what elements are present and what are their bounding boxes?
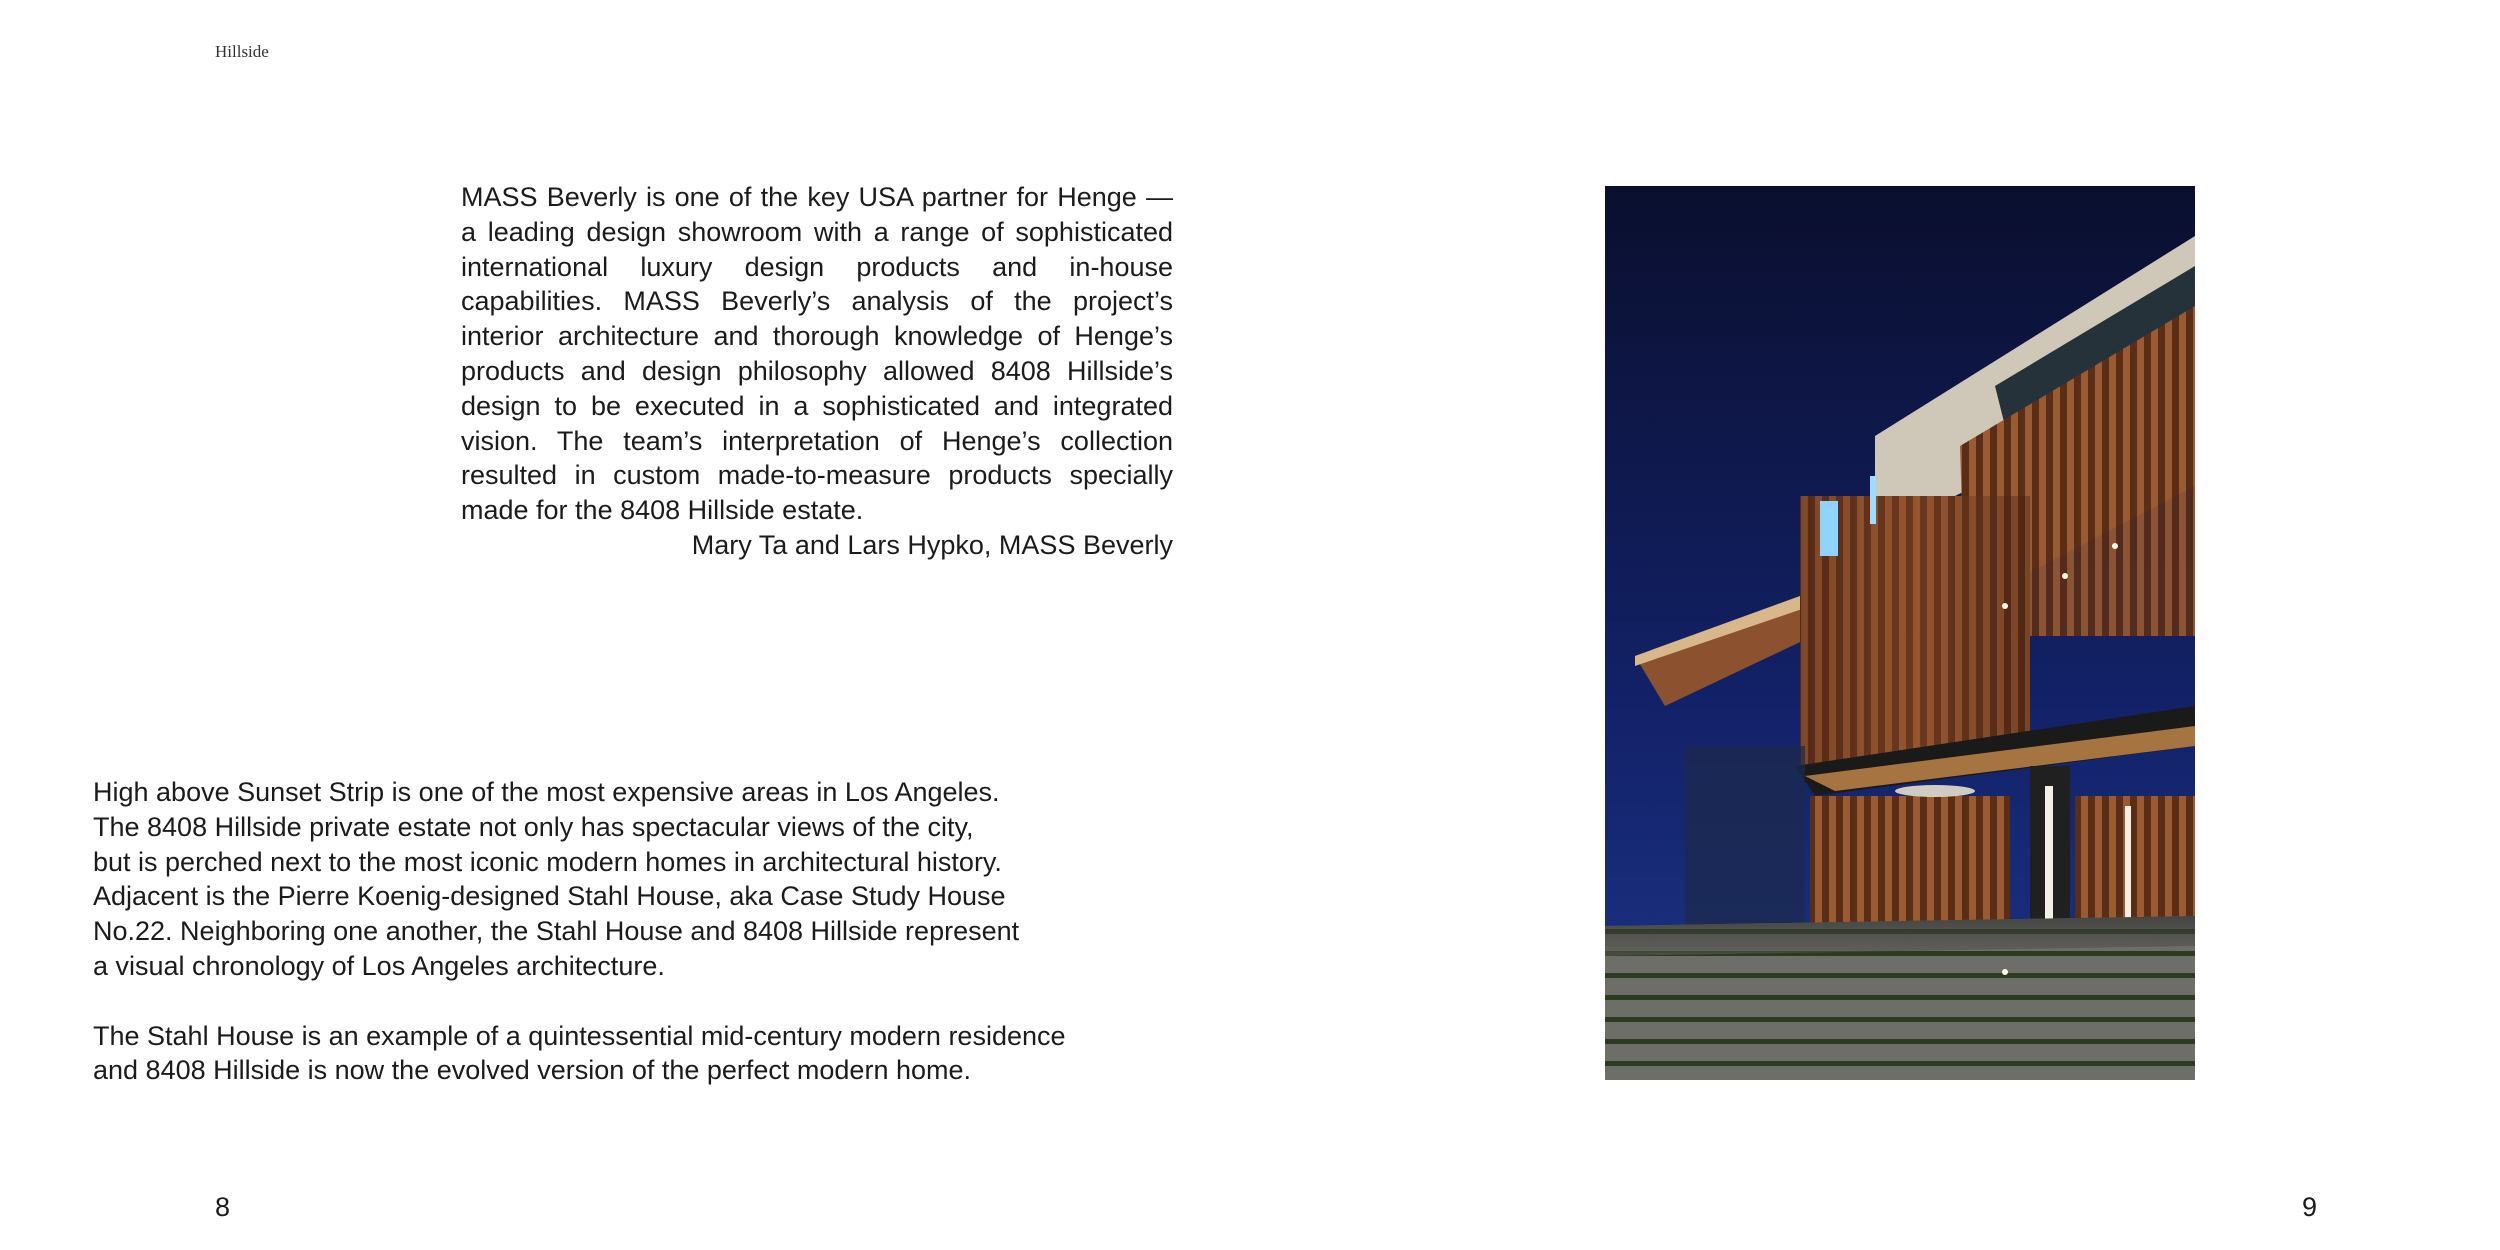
body-line: High above Sunset Strip is one of the most expensive areas in Los Angeles. [93,777,1000,807]
quote-block [461,180,1173,528]
quote-attribution: Mary Ta and Lars Hypko, MASS Beverly [691,530,1173,560]
running-head: Hillside [215,42,269,61]
body-paragraph-1 [93,775,1093,984]
body-line: Adjacent is the Pierre Koenig-designed Stahl House, aka Case Study House [93,881,1006,912]
body-line: The Stahl House is an example of a quintessential mid-century modern residence [93,1020,1066,1051]
body-line: No.22. Neighboring one another, the Stahl House and 8408 Hillside represent [93,916,1020,947]
page-number-right: 9 [2302,1192,2318,1222]
body-paragraph-2 [93,1019,1093,1089]
body-line: and 8408 Hillside is now the evolved version of the perfect modern home. [93,1055,972,1086]
body-line: but is perched next to the most iconic modern homes in architectural history. [93,846,1002,877]
body-text [93,775,1093,1088]
page-number-left: 8 [215,1192,231,1222]
quote-text: MASS Beverly is one of the key USA partner for Henge — a leading design showroom with a range of sophisticated international luxury design products and in-house capabilities. MASS Beverly’s analysis of the project’s interior architecture and thorough knowledge of Henge’s products and design philosophy allowed 8408 Hillside’s design to be executed in a sophisticated and integrated vision. The team’s interpretation of Henge’s collection resulted in custom made-to-measure products specially made for the 8408 Hillside estate. [461,182,1173,526]
body-line: a visual chronology of Los Angeles architecture. [93,950,665,981]
house-night-photo [1605,186,2195,1080]
body-line: The 8408 Hillside private estate not only has spectacular views of the city, [93,811,974,842]
